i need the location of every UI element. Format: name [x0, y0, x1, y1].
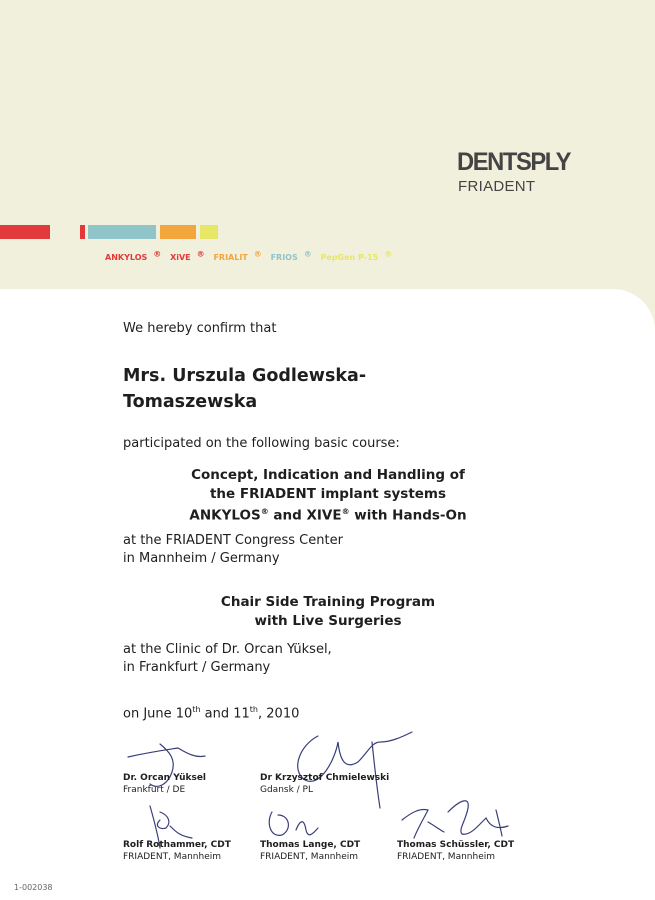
brand-frios: FRIOS ® — [270, 249, 312, 262]
participated-text: participated on the following basic course: — [123, 436, 400, 451]
signatory-4-name: Thomas Lange, CDT — [260, 840, 361, 850]
friadent-logo: FRIADENT — [458, 178, 536, 195]
course-date: on June 10th and 11th, 2010 — [123, 705, 300, 722]
recipient-name: Mrs. Urszula Godlewska- Tomaszewska — [123, 366, 367, 412]
document-code: 1-002038 — [14, 883, 53, 892]
location-2: at the Clinic of Dr. Orcan Yüksel, in Frankfurt / Germany — [123, 642, 332, 675]
signature-schuessler — [402, 801, 508, 838]
brand-pepgen: PepGen P-15 ® — [320, 249, 393, 262]
course-title: Concept, Indication and Handling of the FRIADENT implant systems ANKYLOS® and XIVE® with Hands-On — [189, 467, 467, 524]
brand-xive: XiVE ® — [170, 249, 205, 262]
signatory-2-location: Gdansk / PL — [260, 785, 314, 795]
brand-frialit: FRIALIT ® — [213, 249, 262, 262]
location-1: at the FRIADENT Congress Center in Mannheim / Germany — [123, 533, 343, 566]
signature-chmielewski — [298, 732, 412, 808]
signatory-4-location: FRIADENT, Mannheim — [260, 852, 359, 862]
brand-ankylos: ANKYLOS ® — [105, 249, 162, 262]
signatory-5-location: FRIADENT, Mannheim — [397, 852, 496, 862]
signatory-3-location: FRIADENT, Mannheim — [123, 852, 222, 862]
signatory-2-name: Dr Krzysztof Chmielewski — [260, 773, 390, 783]
signature-lange — [269, 812, 318, 835]
signatory-1-name: Dr. Orcan Yüksel — [123, 773, 207, 783]
signatory-1-location: Frankfurt / DE — [123, 785, 186, 795]
dentsply-logo: DENTSPLY — [457, 148, 571, 176]
program-title: Chair Side Training Program with Live Surgeries — [220, 594, 436, 629]
intro-text: We hereby confirm that — [123, 321, 277, 336]
signatory-5-name: Thomas Schüssler, CDT — [397, 840, 515, 850]
signatory-3-name: Rolf Rothammer, CDT — [123, 840, 231, 850]
